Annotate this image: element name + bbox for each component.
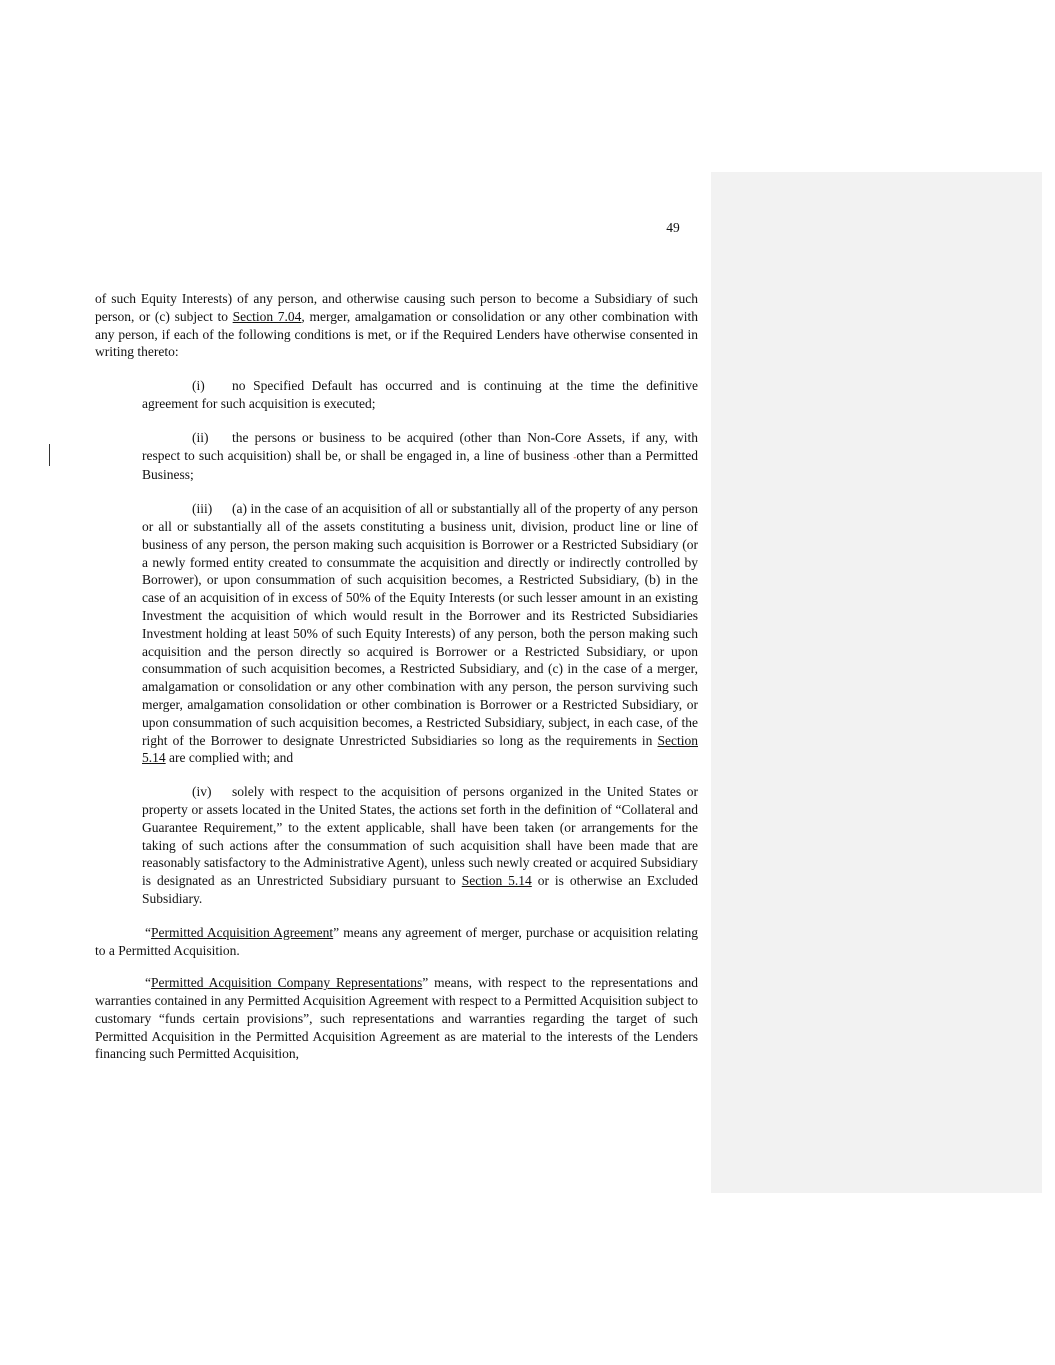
clause-number: (iii) [192,501,213,517]
clause-i [142,377,698,413]
text-run: of such Equity Interests) of any person, and otherwise causing such person to become a Subsidiary of such person, or (c) subject to [95,291,698,324]
defined-term: Permitted Acquisition Company Representations [151,975,423,991]
clause-number: (i) [192,378,205,394]
comment-pane [711,172,1042,1193]
clause-text: no Specified Default has occurred and is continuing at the time the definitive agreement for such acquisition is executed; [142,378,698,411]
clause-number: (ii) [192,429,209,445]
defined-term: Permitted Acquisition Agreement [151,924,334,940]
clause-text: the persons or business to be acquired (other than Non-Core Assets, if any, with respect to such acquisition) shall be, or shall be engaged in, a line of business [142,429,698,463]
change-bar [49,444,50,466]
section-7-04-link[interactable]: Section 7.04 [232,308,302,324]
page-number: 49 [666,220,680,235]
clause-text: (a) in the case of an acquisition of all or substantially all of the property of any person or all or substantially all of the assets constituting a business unit, division, product line or line of business of any person, the person making such acquisition is Borrower or a Restricted Subsidiary (or a newly formed entity created to consummate the acquisition and directly or indirectly controlled by Borrower), or upon consummation of such acquisition becomes, a Restricted Subsidiary, (b) in the case of an acquisition of in excess of 50% of the Equity Interests (or such lesser amount in an existing Investment the acquisition of which would result in the Borrower and its Restricted Subsidiaries Investment holding at least 50% of such Equity Interests) of any person, both the person making such acquisition and the person directly so acquired is Borrower or a Restricted Subsidiary, or upon consummation of such acquisition becomes, a Restricted Subsidiary, and (c) in the case of a merger, amalgamation or consolidation or any other combination with any person, the person surviving such merger, amalgamation consolidation or other combination is Borrower or a Restricted Subsidiary, or upon consummation of such acquisition becomes, a Restricted Subsidiary, subject, in each case, of the right of the Borrower to designate Unrestricted Subsidiaries so long as the requirements in [142,501,698,748]
definition-permitted-acquisition-agreement [95,924,698,960]
continuation-paragraph [95,290,698,361]
definition-text: ” means, with respect to the representations and warranties contained in any Permitted Acquisition Agreement with respect to a Permitted Acquisition subject to customary “funds certain provisions”, such representations and warranties regarding the target of such Permitted Acquisition in the Permitted Acquisition Agreement as are material to the interests of the Lenders financing such Permitted Acquisition, [95,975,698,1062]
clause-text: or is otherwise an Excluded Subsidiary. [142,873,698,906]
clause-number: (iv) [192,784,212,800]
definition-permitted-acquisition-company-representations [95,974,698,1063]
clause-ii [142,429,698,484]
document-body [95,290,698,1078]
clause-text: are complied with; and [165,750,294,766]
clause-iii [142,500,698,767]
text-run: , merger, amalgamation or consolidation or any other combination with any person, if each of the following conditions is met, or if the Required Lenders have otherwise consented in writing thereto: [95,308,698,360]
revision-mark: - [573,451,577,462]
clause-iv [142,783,698,908]
clause-text: solely with respect to the acquisition of persons organized in the United States or property or assets located in the United States, the actions set forth in the definition of “Collateral and Guarantee Requirement,” to the extent applicable, shall have been taken (or arrangements for the taking of such actions after the consummation of such acquisition shall have been made that are reasonably satisfactory to the Administrative Agent), unless such newly created or acquired Subsidiary is designated as an Unrestricted Subsidiary pursuant to [142,784,698,889]
quote-mark: “ [145,975,151,991]
section-5-14-link[interactable]: Section 5.14 [461,873,532,889]
section-5-14-link[interactable]: Section 5.14 [142,732,698,766]
quote-mark: “ [145,924,151,940]
definition-text: ” means any agreement of merger, purchase or acquisition relating to a Permitted Acquisition. [95,924,698,958]
clause-text: other than a Permitted Business; [142,447,698,483]
